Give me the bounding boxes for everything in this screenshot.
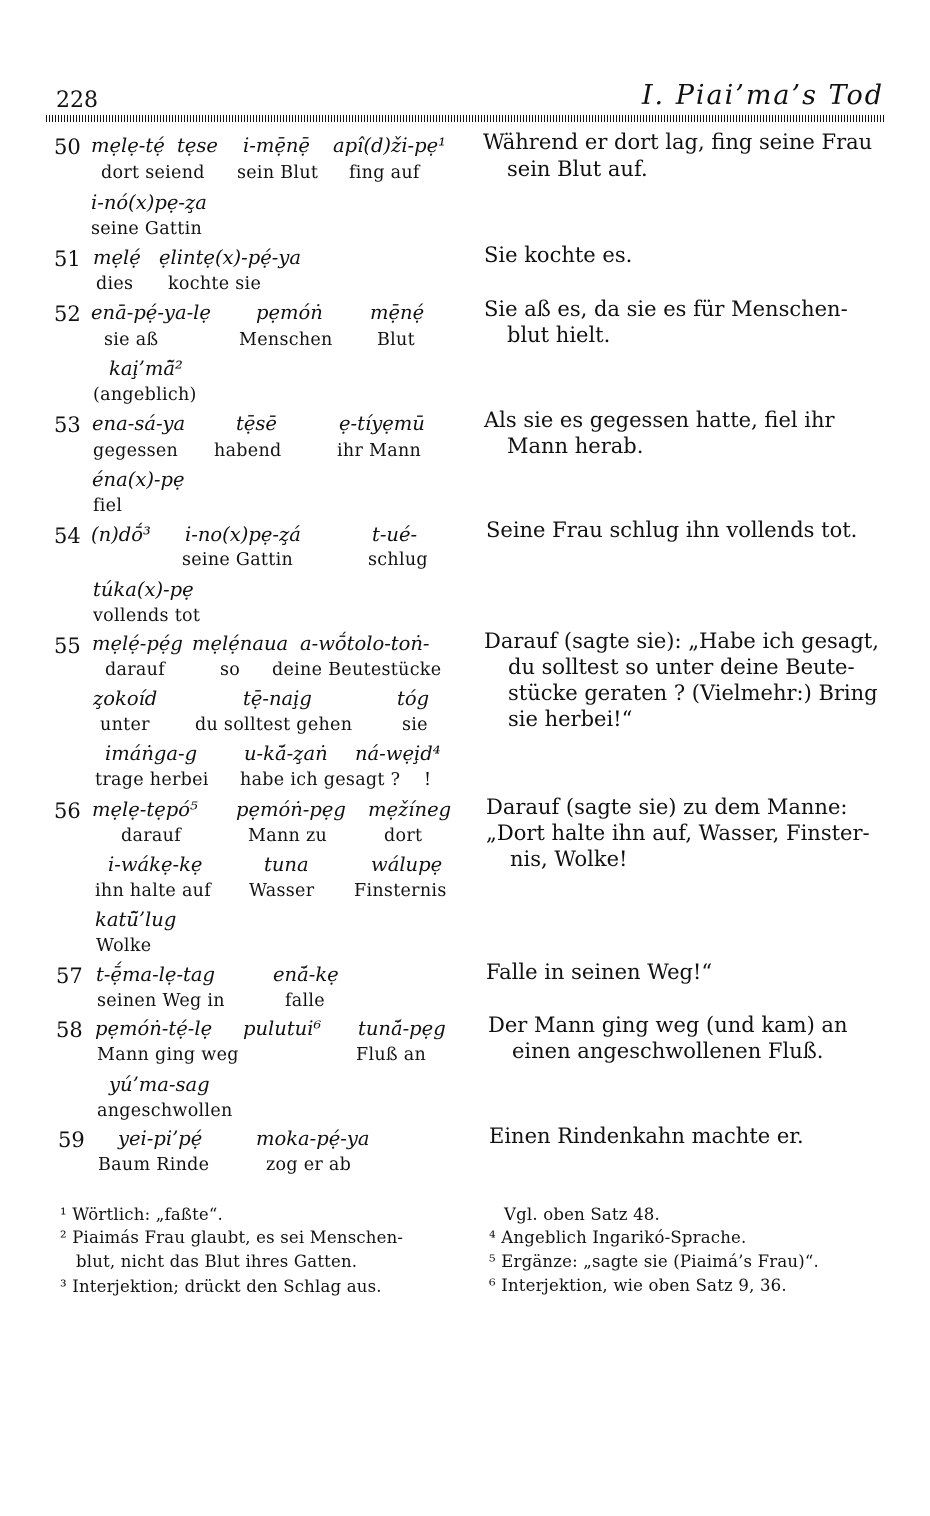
gloss-57-2: falle: [285, 991, 325, 1011]
gloss-59-1: Baum Rinde: [98, 1155, 210, 1175]
gloss-55-8: habe ich gesagt ?: [240, 770, 401, 790]
word-58-3: tunā́-pẹg: [358, 1017, 446, 1040]
gloss-54-4: vollends tot: [93, 606, 201, 626]
gloss-50-2: sein Blut: [237, 163, 319, 183]
word-53-1: ena-sá-ya: [92, 412, 186, 435]
sentence-number-56: 56: [54, 799, 81, 823]
gloss-51-1: dies: [96, 274, 134, 294]
translation-55-line-3: stücke geraten ? (Vielmehr:) Bring: [508, 681, 878, 705]
translation-54-line-1: Seine Frau schlug ihn vollends tot.: [486, 518, 858, 542]
gloss-58-1: Mann ging weg: [97, 1045, 239, 1065]
gloss-56-5: Wasser: [249, 881, 315, 901]
gloss-53-1: gegessen: [93, 441, 179, 461]
gloss-59-2: zog er ab: [266, 1155, 352, 1175]
word-55-6: tóg: [397, 687, 430, 710]
word-50-3: i-mẹ̄nẹ̄: [243, 134, 310, 157]
word-57-1: t-ẹ̄́ma-lẹ-tag: [96, 963, 215, 986]
translation-56-line-1: Darauf (sagte sie) zu dem Manne:: [486, 795, 848, 819]
word-50-2: tẹse: [177, 134, 218, 157]
gloss-55-6: sie: [402, 715, 428, 735]
word-54-4: túka(x)-pẹ: [93, 578, 194, 601]
translation-50-line-1: Während er dort lag, fing seine Frau: [483, 130, 873, 154]
word-59-2: moka-pẹ́-ya: [256, 1127, 370, 1150]
gloss-56-7: Wolke: [96, 936, 152, 956]
word-53-3: ẹ-tíyẹmū: [339, 412, 425, 435]
footnote-1: ¹ Wörtlich: „faßte“.: [60, 1205, 223, 1224]
translation-59-line-1: Einen Rindenkahn machte er.: [489, 1124, 804, 1148]
gloss-52-1: sie aß: [104, 330, 159, 350]
word-56-2: pẹmóṅ-pẹg: [236, 798, 346, 821]
word-56-6: wálupẹ: [371, 853, 443, 876]
word-56-5: tuna: [264, 853, 309, 876]
translation-53-line-1: Als sie es gegessen hatte, fiel ihr: [484, 408, 835, 432]
gloss-55-1: darauf: [105, 660, 165, 680]
word-53-4: éna(x)-pẹ: [92, 468, 185, 491]
word-58-4: yú’ma-sag: [109, 1073, 210, 1096]
gloss-55-9: !: [424, 770, 432, 790]
translation-57-line-1: Falle in seinen Weg!“: [486, 960, 713, 984]
gloss-56-1: darauf: [121, 826, 181, 846]
gloss-51-2: kochte sie: [168, 274, 262, 294]
translation-55-line-1: Darauf (sagte sie): „Habe ich gesagt,: [484, 629, 879, 653]
word-59-1: yei-pi’pẹ́: [118, 1127, 203, 1150]
gloss-52-4: (angeblich): [93, 385, 197, 405]
translation-52-line-2: blut hielt.: [507, 323, 611, 347]
translation-58-line-2: einen angeschwollenen Fluß.: [512, 1039, 824, 1063]
word-52-4: kai̧’mā̃²: [109, 357, 183, 380]
word-55-1: mẹlẹ́-pẹ́g: [92, 632, 183, 655]
gloss-52-2: Menschen: [239, 330, 333, 350]
gloss-58-3: Fluß an: [356, 1045, 427, 1065]
gloss-57-1: seinen Weg in: [97, 991, 225, 1011]
word-55-2: mẹlẹ́naua: [192, 632, 289, 655]
word-54-1: (n)dṓ³: [91, 523, 151, 546]
running-title: I. Piai’ma’s Tod: [641, 80, 884, 111]
page-number: 228: [56, 88, 98, 113]
gloss-50-3: fing auf: [349, 163, 420, 183]
sentence-number-54: 54: [54, 524, 81, 548]
word-51-2: ẹlintẹ(x)-pẹ́-ya: [159, 246, 302, 269]
word-58-1: pẹmóṅ-tẹ́-lẹ: [95, 1017, 213, 1040]
gloss-54-2: seine Gattin: [182, 550, 294, 570]
translation-52-line-1: Sie aß es, da sie es für Menschen-: [484, 297, 848, 321]
gloss-55-3: deine Beutestücke: [272, 660, 442, 680]
word-53-2: tẹ̄sē: [236, 412, 277, 435]
gloss-55-5: du solltest gehen: [195, 715, 353, 735]
gloss-52-3: Blut: [377, 330, 415, 350]
word-55-3: a-wṓtolo-toṅ-: [300, 632, 430, 655]
gloss-54-3: schlug: [368, 550, 428, 570]
word-55-4: z̧okoíd: [93, 687, 158, 710]
word-57-2: enā́-kẹ: [273, 963, 339, 986]
word-58-2: pulutui⁶: [243, 1017, 322, 1040]
footnote-6: ⁶ Interjektion, wie oben Satz 9, 36.: [489, 1276, 787, 1295]
gloss-56-3: dort: [384, 826, 423, 846]
word-50-5: i-nó(x)pẹ-z̧a: [91, 191, 207, 214]
translation-53-line-2: Mann herab.: [507, 434, 644, 458]
header-rule: [46, 115, 886, 122]
gloss-53-2: habend: [214, 441, 282, 461]
word-52-2: pẹmóṅ: [256, 301, 323, 324]
word-51-1: mẹlẹ́: [93, 246, 141, 269]
word-54-2: i-no(x)pẹ-z̧á: [185, 523, 301, 546]
gloss-55-2: so: [220, 660, 241, 680]
word-52-1: enā-pẹ́-ya-lẹ: [91, 301, 211, 324]
footnote-3: ³ Interjektion; drückt den Schlag aus.: [60, 1277, 382, 1296]
sentence-number-58: 58: [56, 1018, 83, 1042]
gloss-55-7: trage herbei: [95, 770, 209, 790]
word-56-4: i-wákẹ-kẹ: [108, 853, 203, 876]
sentence-number-55: 55: [54, 634, 81, 658]
translation-56-line-2: „Dort halte ihn auf, Wasser, Finster-: [486, 821, 870, 845]
sentence-number-57: 57: [56, 964, 83, 988]
gloss-56-4: ihn halte auf: [95, 881, 212, 901]
translation-56-line-3: nis, Wolke!: [510, 847, 628, 871]
footnote-3-continued: Vgl. oben Satz 48.: [504, 1205, 660, 1224]
translation-51-line-1: Sie kochte es.: [484, 243, 633, 267]
footnote-2-line-2: blut, nicht das Blut ihres Gatten.: [76, 1252, 358, 1271]
word-56-7: katū̃’lug: [95, 908, 177, 931]
translation-50-line-2: sein Blut auf.: [507, 157, 648, 181]
word-55-5: tẹ̄-nai̧g: [243, 687, 312, 710]
sentence-number-53: 53: [54, 413, 81, 437]
word-55-7: imáṅga-g: [105, 742, 198, 765]
translation-55-line-4: sie herbei!“: [508, 707, 633, 731]
sentence-number-50: 50: [54, 135, 81, 159]
sentence-number-51: 51: [54, 247, 81, 271]
gloss-56-2: Mann zu: [248, 826, 328, 846]
sentence-number-52: 52: [54, 302, 81, 326]
footnote-4: ⁴ Angeblich Ingarikó-Sprache.: [489, 1228, 747, 1247]
footnote-5: ⁵ Ergänze: „sagte sie (Piaimá’s Frau)“.: [489, 1252, 819, 1271]
gloss-56-6: Finsternis: [354, 881, 447, 901]
word-56-1: mẹlẹ-tẹpó⁵: [92, 798, 198, 821]
word-55-9: ná-wẹi̧d⁴: [355, 742, 441, 765]
gloss-50-5: seine Gattin: [91, 219, 203, 239]
gloss-58-4: angeschwollen: [97, 1101, 233, 1121]
translation-58-line-1: Der Mann ging weg (und kam) an: [488, 1013, 848, 1037]
gloss-50-1: dort seiend: [101, 163, 205, 183]
sentence-number-59: 59: [58, 1128, 85, 1152]
word-56-3: mẹžíneg: [368, 798, 452, 821]
gloss-53-4: fiel: [93, 496, 123, 516]
word-54-3: t-ué-: [372, 523, 418, 546]
translation-55-line-2: du solltest so unter deine Beute-: [508, 655, 855, 679]
footnote-2-line-1: ² Piaimás Frau glaubt, es sei Menschen-: [60, 1228, 404, 1247]
gloss-53-3: ihr Mann: [337, 441, 422, 461]
gloss-55-4: unter: [100, 715, 150, 735]
word-50-1: mẹlẹ-tẹ́: [91, 134, 165, 157]
word-55-8: u-kā́-z̧aṅ: [244, 742, 328, 765]
word-52-3: mẹ̄nẹ́: [370, 301, 425, 324]
word-50-4: apî(d)ži-pẹ¹: [333, 134, 446, 157]
